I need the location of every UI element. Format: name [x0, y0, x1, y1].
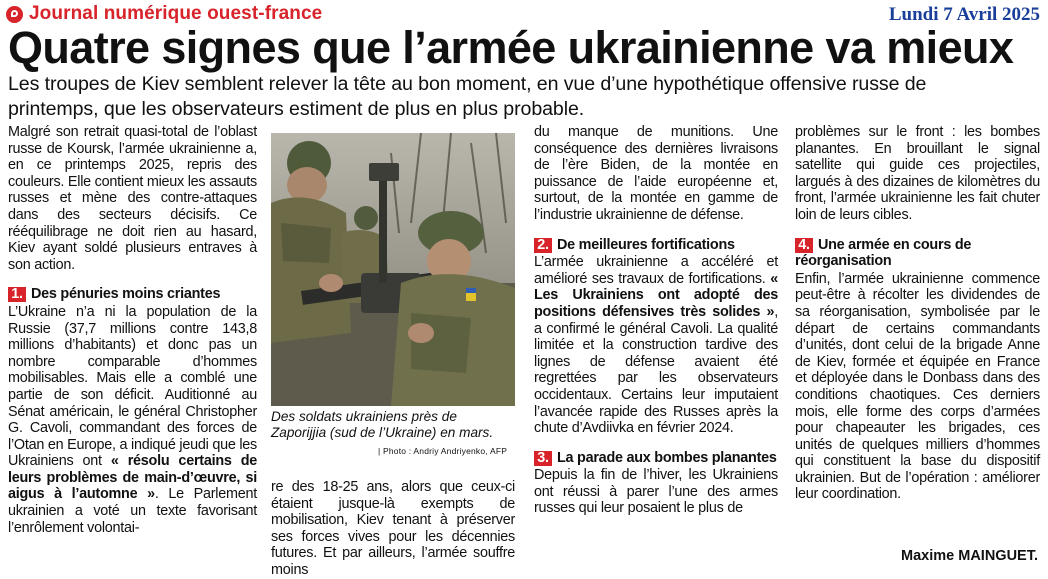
deck: Les troupes de Kiev semblent relever la tête au bon moment, en vue d’une hypothétique offensive russe de printemps, que les observateurs estiment de plus en plus probable.: [8, 73, 927, 120]
photo-credit: | Photo : Andriy Andriyenko, AFP: [378, 446, 508, 456]
ouest-france-logo-icon: [6, 6, 23, 23]
section-3-title: La parade aux bombes planantes: [557, 449, 777, 466]
intro-paragraph: Malgré son retrait quasi-total de l’oblast russe de Koursk, l’armée ukrainienne a, en ce printemps 2025, repris des couleurs. Elle contient mieux les assauts russes et mène des contre-attaques dans des secteurs décisifs. Ce rééquilibrage ne doit rien au hasard, Kiev ayant soldé plusieurs entraves à son action.: [8, 124, 257, 273]
column-2-continuation: [271, 479, 515, 579]
section-4-paragraph: Enfin, l’armée ukrainienne commence peut-être à récolter les dividendes de sa réorganisation, symbolisée par le départ de certains commandants d’unités, dont celui de la brigade Anne de Kiev, formée et équipée en France et déployée dans le Donbass dans des conditions chaotiques. Ces derniers mois, elle forme des corps d’armées pour chapeauter les brigades, ces unités de quelques milliers d’hommes qui constituent la base du dispositif ukrainien. But de l’opération : améliorer leur coordination.: [795, 270, 1040, 503]
section-4-number: 4.: [795, 238, 813, 253]
section-4-title: Une armée en cours de réorganisation: [795, 236, 972, 270]
section-2-title: De meilleures fortifications: [557, 236, 735, 253]
photo-caption: Des soldats ukrainiens près de Zaporijjia (sud de l’Ukraine) en mars.: [271, 409, 494, 440]
section-1-continuation: re des 18-25 ans, alors que ceux-ci étaient jusque-là exempts de mobilisation, Kiev tenant à préserver ses forces vives pour les décennies futures. Et par ailleurs, l’armée souffre moins: [271, 479, 515, 578]
section-3-paragraph-end: problèmes sur le front : les bombes planantes. En brouillant le signal satellite qui guide ces projectiles, largués à des dizaines de kilomètres du front, l’armée ukrainienne les fait chuter loin de leurs cibles.: [795, 124, 1040, 223]
author-signature: Maxime MAINGUET.: [901, 548, 1038, 564]
section-2-text-b: , a confirmé le général Cavoli. La qualité limitée et la construction tardive des lignes de défense avaient été regrettées par les observateurs occidentaux. Certains leur imputaient l’avancée rapide des Russes après la chute d’Avdiivka en février 2024.: [534, 303, 778, 437]
section-3-heading: [534, 450, 778, 467]
section-2-heading: [534, 237, 778, 254]
section-1-title: Des pénuries moins criantes: [31, 286, 221, 303]
brand-name: Journal numérique ouest-france: [29, 3, 323, 24]
section-2-text-a: L’armée ukrainienne a accéléré et amélioré ses travaux de fortifications.: [534, 254, 778, 287]
headline: Quatre signes que l’armée ukrainienne va mieux: [8, 22, 1014, 73]
section-3-number: 3.: [534, 451, 552, 466]
section-1-text-b: . Le Parlement ukrainien a voté un texte favorisant l’enrôlement volontai-: [8, 486, 257, 536]
column-4: [795, 124, 1040, 503]
publication-date: Lundi 7 Avril 2025: [888, 4, 1040, 25]
column-3: [534, 124, 778, 517]
section-2-paragraph: [534, 254, 778, 437]
section-4-heading: [795, 237, 1040, 270]
section-1-text-a: L’Ukraine n’a ni la population de la Russie (37,7 millions contre 143,8 millions d’habitants) et donc pas un nombre comparable d’hommes mobilisables. Mais elle a comblé une partie de son déficit. Auditionné au Sénat américain, le général Christopher G. Cavoli, commandant des forces de l’Otan en Europe, a indiqué jeudi que les Ukrainiens ont: [8, 303, 257, 470]
section-1-quote: « résolu certains de leurs problèmes de main-d’œuvre, si aigus à l’automne »: [8, 453, 257, 503]
section-3-paragraph-start: Depuis la fin de l’hiver, les Ukrainiens ont réussi à parer l’une des armes russes qui leur posaient le plus de: [534, 467, 778, 517]
section-1-heading: [8, 286, 257, 303]
section-1-ending: du manque de munitions. Une conséquence des dernières livraisons de l’ère Biden, de la montée en puissance de l’aide européenne et, surtout, de la montée en gamme de l’industrie ukrainienne de défense.: [534, 124, 778, 223]
section-1-number: 1.: [8, 287, 26, 302]
soldiers-photo: [271, 133, 515, 406]
column-1: [8, 124, 257, 536]
section-1-paragraph: [8, 304, 257, 536]
soldiers-photo-illustration: [271, 133, 515, 406]
section-2-number: 2.: [534, 238, 552, 253]
section-2-quote: « Les Ukrainiens ont adopté des positions défensives très solides »: [534, 270, 778, 320]
